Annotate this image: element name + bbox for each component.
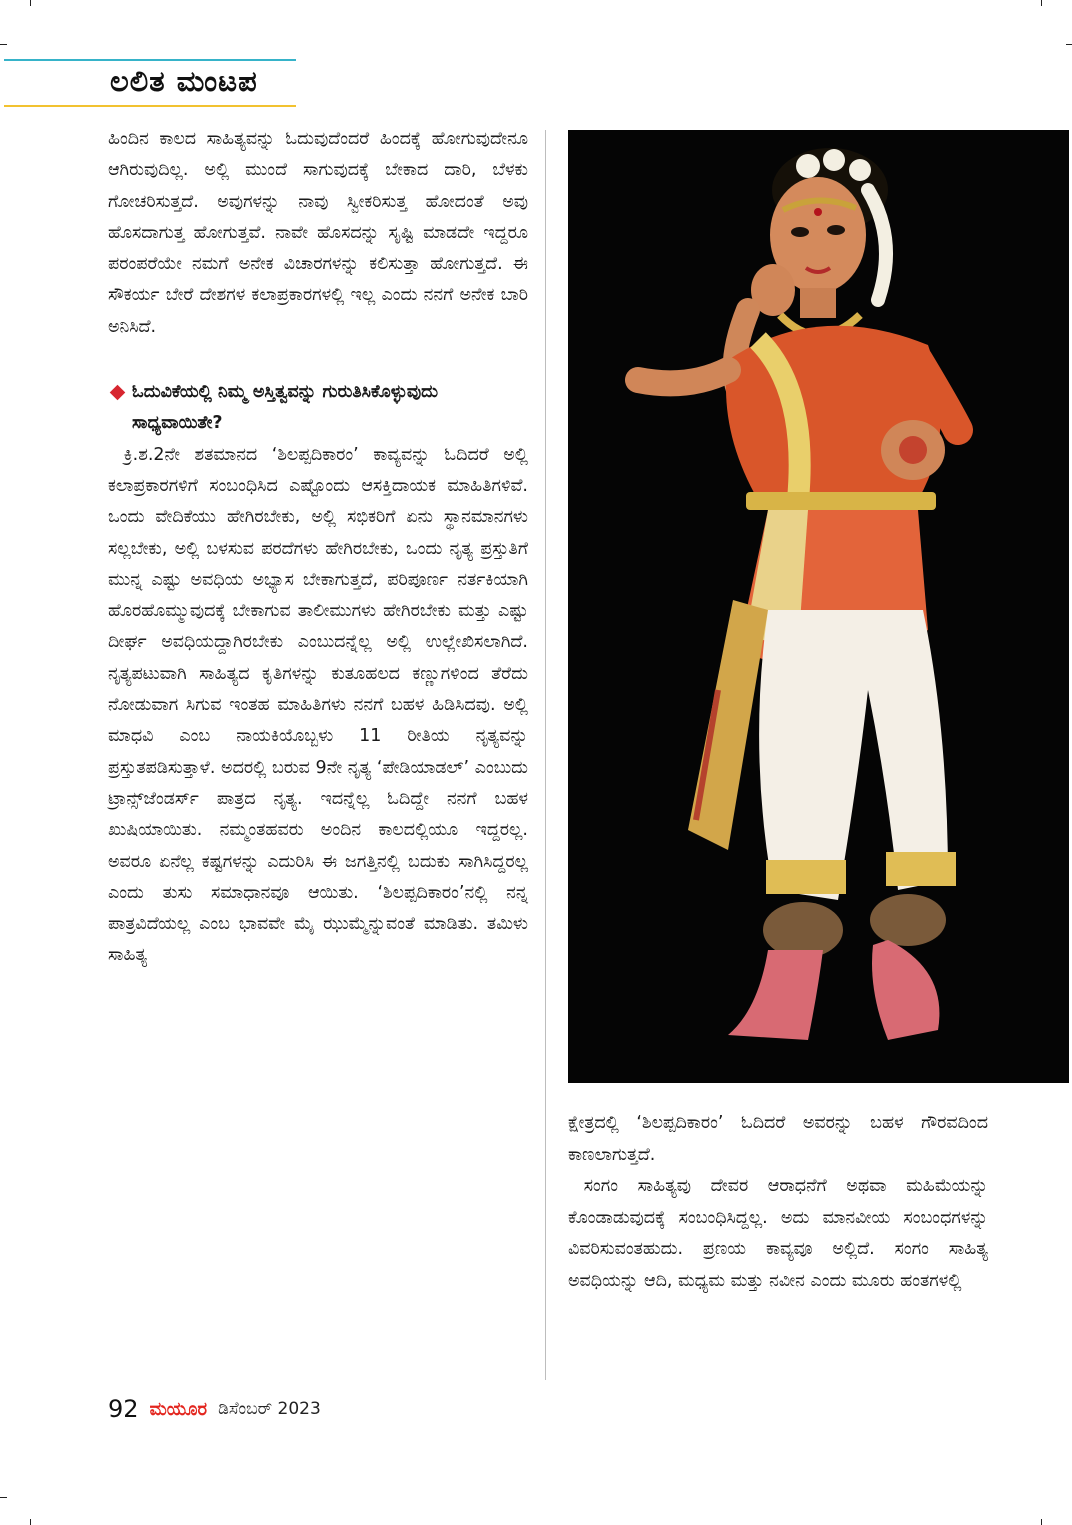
left-text-column (108, 124, 528, 972)
crop-mark (1066, 44, 1072, 45)
article-paragraph: ಕ್ರಿ.ಶ.2ನೇ ಶತಮಾನದ ‘ಶಿಲಪ್ಪದಿಕಾರಂ’ ಕಾವ್ಯವನ್ನು ಓದಿದರೆ ಅಲ್ಲಿ ಕಲಾಪ್ರಕಾರಗಳಿಗೆ ಸಂಬಂಧಿಸಿದ ಎಷ್ಟೊಂದು ಆಸಕ್ತಿದಾಯಕ ಮಾಹಿತಿಗಳಿವೆ. ಒಂದು ವೇದಿಕೆಯು ಹೇಗಿರಬೇಕು, ಅಲ್ಲಿ ಸಭಿಕರಿಗೆ ಏನು ಸ್ಥಾನಮಾನಗಳು ಸಲ್ಲಬೇಕು, ಅಲ್ಲಿ ಬಳಸುವ ಪರದೆಗಳು ಹೇಗಿರಬೇಕು, ಒಂದು ನೃತ್ಯ ಪ್ರಸ್ತುತಿಗೆ ಮುನ್ನ ಎಷ್ಟು ಅವಧಿಯ ಅಭ್ಯಾಸ ಬೇಕಾಗುತ್ತದೆ, ಪರಿಪೂರ್ಣ ನರ್ತಕಿಯಾಗಿ ಹೊರಹೊಮ್ಮುವುದಕ್ಕೆ ಬೇಕಾಗುವ ತಾಲೀಮುಗಳು ಹೇಗಿರಬೇಕು ಮತ್ತು ಎಷ್ಟು ದೀರ್ಘ ಅವಧಿಯದ್ದಾಗಿರಬೇಕು ಎಂಬುದನ್ನೆಲ್ಲ ಅಲ್ಲಿ ಉಲ್ಲೇಖಿಸಲಾಗಿದೆ. ನೃತ್ಯಪಟುವಾಗಿ ಸಾಹಿತ್ಯದ ಕೃತಿಗಳನ್ನು ಕುತೂಹಲದ ಕಣ್ಣುಗಳಿಂದ ತೆರೆದು ನೋಡುವಾಗ ಸಿಗುವ ಇಂತಹ ಮಾಹಿತಿಗಳು ನನಗೆ ಬಹಳ ಹಿಡಿಸಿದವು. ಅಲ್ಲಿ ಮಾಧವಿ ಎಂಬ ನಾಯಕಿಯೊಬ್ಬಳು 11 ರೀತಿಯ ನೃತ್ಯವನ್ನು ಪ್ರಸ್ತುತಪಡಿಸುತ್ತಾಳೆ. ಅದರಲ್ಲಿ ಬರುವ 9ನೇ ನೃತ್ಯ ‘ಪೇಡಿಯಾಡಲ್’ ಎಂಬುದು ಟ್ರಾನ್ಸ್‌ಜೆಂಡರ್ಸ್ ಪಾತ್ರದ ನೃತ್ಯ. ಇದನ್ನೆಲ್ಲ ಓದಿದ್ದೇ ನನಗೆ ಬಹಳ ಖುಷಿಯಾಯಿತು. ನಮ್ಮಂತಹವರು ಅಂದಿನ ಕಾಲದಲ್ಲಿಯೂ ಇದ್ದರಲ್ಲ. ಅವರೂ ಏನೆಲ್ಲ ಕಷ್ಟಗಳನ್ನು ಎದುರಿಸಿ ಈ ಜಗತ್ತಿನಲ್ಲಿ ಬದುಕು ಸಾಗಿಸಿದ್ದರಲ್ಲ ಎಂದು ತುಸು ಸಮಾಧಾನವೂ ಆಯಿತು. ‘ಶಿಲಪ್ಪದಿಕಾರಂ’ನಲ್ಲಿ ನನ್ನ ಪಾತ್ರವಿದೆಯಲ್ಲ ಎಂಬ ಭಾವವೇ ಮೈ ಝುಮ್ಮೆನ್ನುವಂತೆ ಮಾಡಿತು. ತಮಿಳು ಸಾಹಿತ್ಯ (108, 444, 528, 966)
crop-mark (0, 44, 7, 45)
article-paragraph: ಕ್ಷೇತ್ರದಲ್ಲಿ ‘ಶಿಲಪ್ಪದಿಕಾರಂ’ ಓದಿದರೆ ಅವರನ್ನು ಬಹಳ ಗೌರವದಿಂದ ಕಾಣಲಾಗುತ್ತದೆ. (568, 1113, 988, 1165)
dancer-photo (568, 130, 1069, 1083)
crop-mark (30, 1519, 31, 1525)
section-header-bottom-rule (4, 105, 296, 107)
section-title: ಲಲಿತ ಮಂಟಪ (110, 64, 258, 98)
interview-question-text: ಓದುವಿಕೆಯಲ್ಲಿ ನಿಮ್ಮ ಅಸ್ತಿತ್ವವನ್ನು ಗುರುತಿಸಿಕೊಳ್ಳುವುದು ಸಾಧ್ಯವಾಯಿತೇ? (132, 382, 439, 434)
issue-date: ಡಿಸೆಂಬರ್ 2023 (218, 1399, 321, 1419)
page-number: 92 (108, 1395, 139, 1423)
crop-mark (30, 0, 31, 6)
article-paragraph: ಹಿಂದಿನ ಕಾಲದ ಸಾಹಿತ್ಯವನ್ನು ಓದುವುದೆಂದರೆ ಹಿಂದಕ್ಕೆ ಹೋಗುವುದೇನೂ ಆಗಿರುವುದಿಲ್ಲ. ಅಲ್ಲಿ ಮುಂದೆ ಸಾಗುವುದಕ್ಕೆ ಬೇಕಾದ ದಾರಿ, ಬೆಳಕು ಗೋಚರಿಸುತ್ತದೆ. ಅವುಗಳನ್ನು ನಾವು ಸ್ವೀಕರಿಸುತ್ತ ಹೋದಂತೆ ಅವು ಹೊಸದಾಗುತ್ತ ಹೋಗುತ್ತವೆ. ನಾವೇ ಹೊಸದನ್ನು ಸೃಷ್ಟಿ ಮಾಡದೇ ಇದ್ದರೂ ಪರಂಪರೆಯೇ ನಮಗೆ ಅನೇಕ ವಿಚಾರಗಳನ್ನು ಕಲಿಸುತ್ತಾ ಹೋಗುತ್ತದೆ. ಈ ಸೌಕರ್ಯ ಬೇರೆ ದೇಶಗಳ ಕಲಾಪ್ರಕಾರಗಳಲ್ಲಿ ಇಲ್ಲ ಎಂದು ನನಗೆ ಅನೇಕ ಬಾರಿ ಅನಿಸಿದೆ. (108, 129, 528, 337)
right-text-column (568, 1108, 988, 1297)
diamond-bullet-icon (110, 385, 126, 401)
bharatanatyam-dancer-illustration (568, 130, 1069, 1083)
interview-question (108, 377, 528, 440)
crop-mark (0, 1497, 7, 1498)
page-footer (108, 1395, 321, 1429)
crop-mark (1041, 1519, 1042, 1525)
crop-mark (1041, 0, 1042, 6)
section-header-top-rule (4, 59, 296, 61)
magazine-name: ಮಯೂರ (149, 1398, 208, 1420)
article-paragraph: ಸಂಗಂ ಸಾಹಿತ್ಯವು ದೇವರ ಆರಾಧನೆಗೆ ಅಥವಾ ಮಹಿಮೆಯನ್ನು ಕೊಂಡಾಡುವುದಕ್ಕೆ ಸಂಬಂಧಿಸಿದ್ದಲ್ಲ. ಅದು ಮಾನವೀಯ ಸಂಬಂಧಗಳನ್ನು ವಿವರಿಸುವಂತಹುದು. ಪ್ರಣಯ ಕಾವ್ಯವೂ ಅಲ್ಲಿದೆ. ಸಂಗಂ ಸಾಹಿತ್ಯ ಅವಧಿಯನ್ನು ಆದಿ, ಮಧ್ಯಮ ಮತ್ತು ನವೀನ ಎಂದು ಮೂರು ಹಂತಗಳಲ್ಲಿ (568, 1176, 988, 1291)
column-divider (545, 130, 546, 1380)
